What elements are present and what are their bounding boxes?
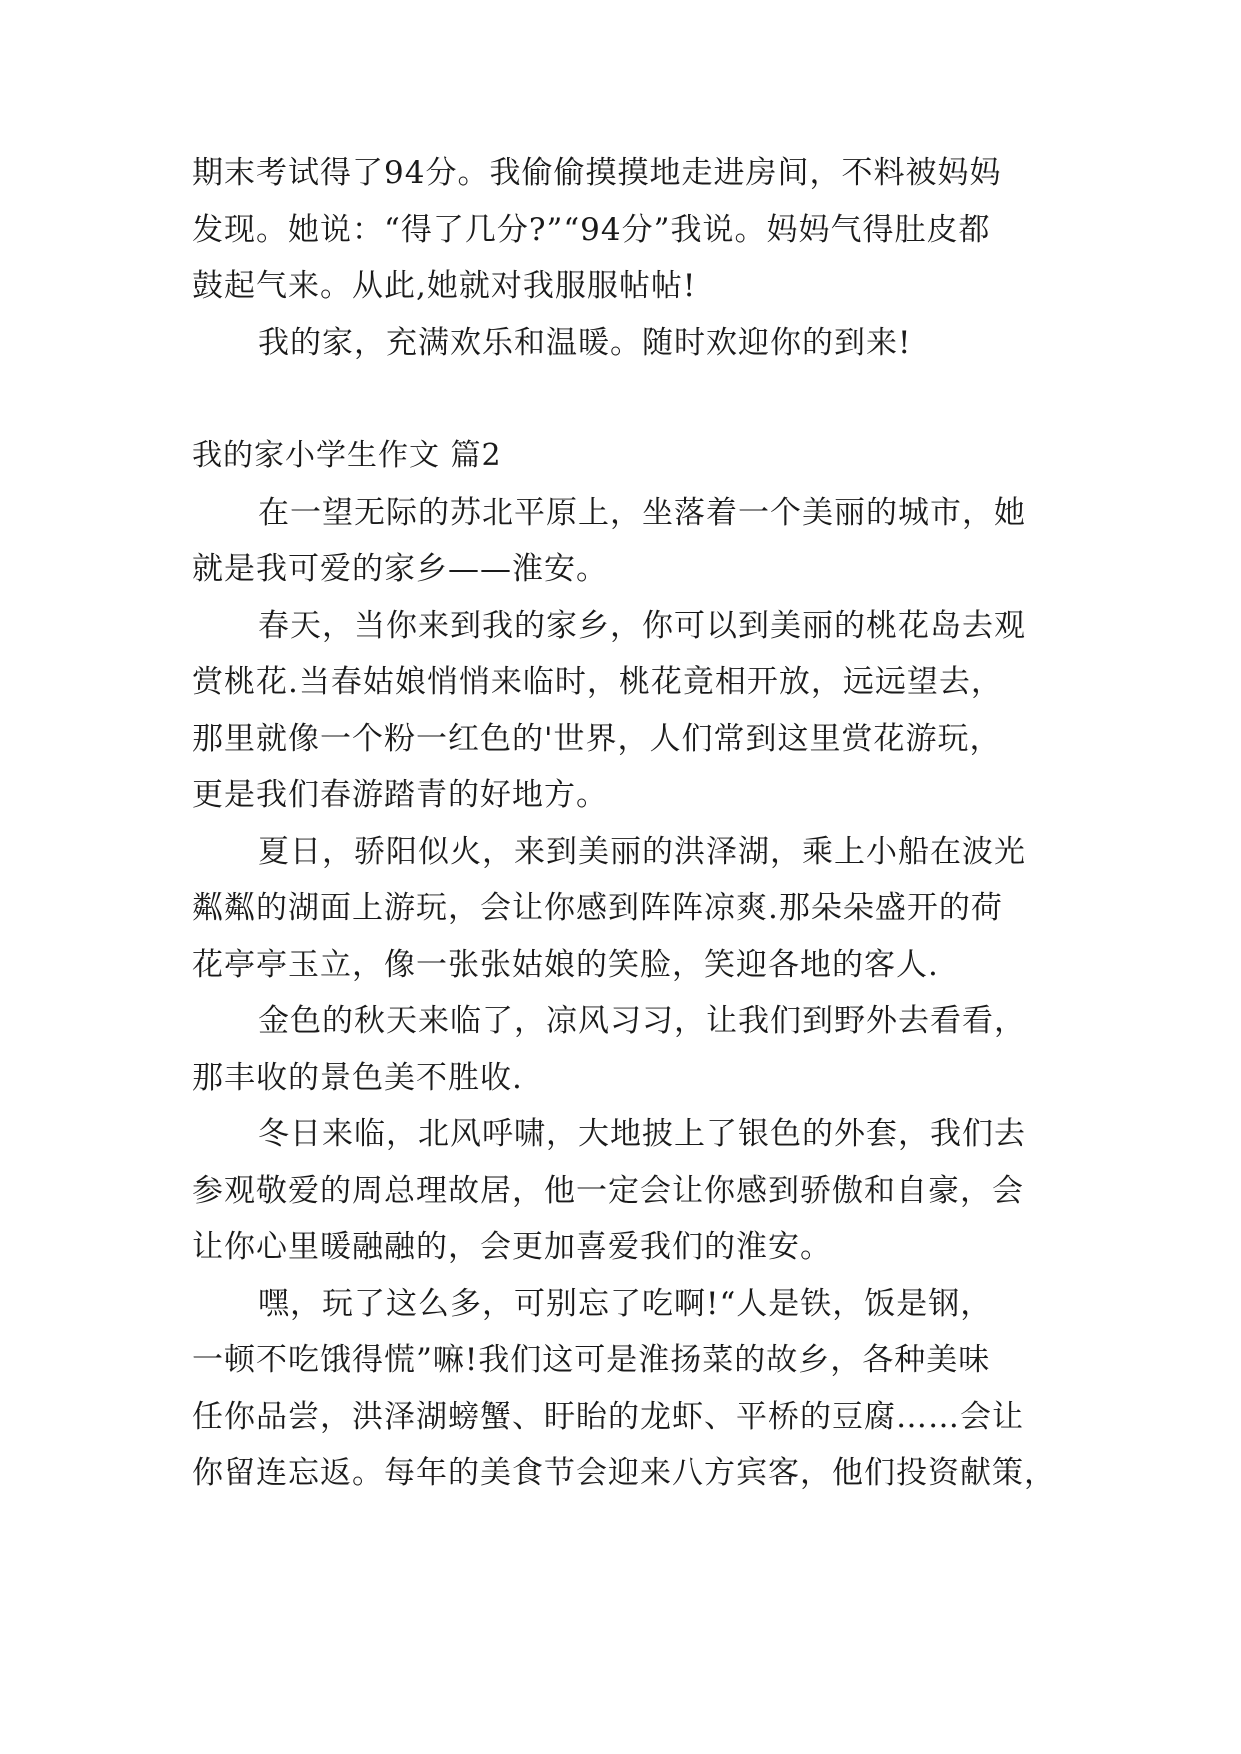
paragraph-line: 鼓起气来。从此,她就对我服服帖帖!: [192, 268, 697, 304]
paragraph-line: 冬日来临，北风呼啸，大地披上了银色的外套，我们去: [258, 1116, 1026, 1152]
paragraph-line: 赏桃花.当春姑娘悄悄来临时，桃花竟相开放，远远望去，: [192, 664, 1003, 700]
paragraph-line: 嘿，玩了这么多，可别忘了吃啊!“人是铁，饭是钢，: [258, 1286, 993, 1322]
paragraph-line: 那丰收的景色美不胜收.: [192, 1060, 523, 1096]
paragraph-line: 夏日，骄阳似火，来到美丽的洪泽湖，乘上小船在波光: [258, 834, 1026, 870]
paragraph-line: 让你心里暖融融的，会更加喜爱我们的淮安。: [192, 1229, 832, 1265]
paragraph-line: 任你品尝，洪泽湖螃蟹、盱眙的龙虾、平桥的豆腐……会让: [192, 1399, 1024, 1435]
section-heading: 我的家小学生作文 篇2: [192, 438, 502, 473]
paragraph-line: 更是我们春游踏青的好地方。: [192, 777, 608, 813]
paragraph-line: 花亭亭玉立，像一张张姑娘的笑脸，笑迎各地的客人.: [192, 947, 939, 983]
paragraph-line: 在一望无际的苏北平原上，坐落着一个美丽的城市，她: [258, 495, 1026, 531]
paragraph-line: 期末考试得了94分。我偷偷摸摸地走进房间，不料被妈妈: [192, 155, 1002, 191]
paragraph-line: 就是我可爱的家乡——淮安。: [192, 551, 608, 587]
paragraph-line: 粼粼的湖面上游玩，会让你感到阵阵凉爽.那朵朵盛开的荷: [192, 890, 1003, 926]
paragraph-line: 春天，当你来到我的家乡，你可以到美丽的桃花岛去观: [258, 608, 1026, 644]
paragraph-line: 发现。她说：“得了几分?”“94分”我说。妈妈气得肚皮都: [192, 212, 991, 248]
paragraph-line: 我的家，充满欢乐和温暖。随时欢迎你的到来!: [258, 325, 912, 361]
paragraph-line: 金色的秋天来临了，凉风习习，让我们到野外去看看，: [258, 1003, 1026, 1039]
paragraph-line: 参观敬爱的周总理故居，他一定会让你感到骄傲和自豪，会: [192, 1173, 1024, 1209]
paragraph-line: 你留连忘返。每年的美食节会迎来八方宾客，他们投资献策，: [192, 1455, 1056, 1491]
paragraph-line: 那里就像一个粉一红色的'世界，人们常到这里赏花游玩，: [192, 721, 1002, 757]
paragraph-line: 一顿不吃饿得慌”嘛!我们这可是淮扬菜的故乡，各种美味: [192, 1342, 991, 1378]
